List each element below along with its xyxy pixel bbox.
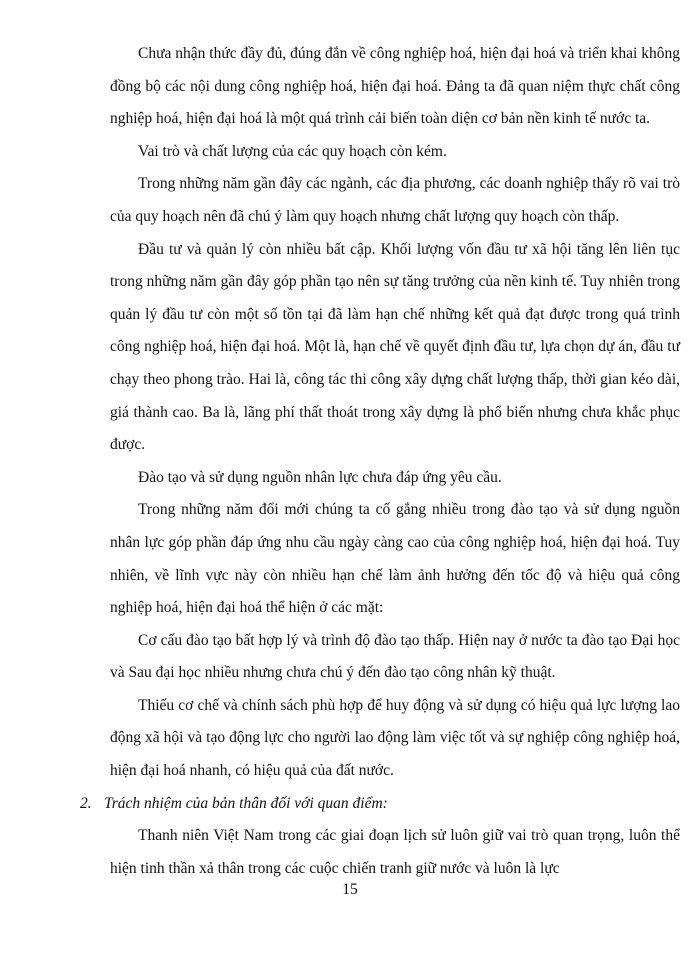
paragraph-4: Đầu tư và quản lý còn nhiều bất cập. Khối lượng vốn đầu tư xã hội tăng lên liên tục trong những năm gần đây góp phần tạo nên sự tăng trưởng của nền kinh tế. Tuy nhiên trong quản lý đầu tư còn một số tồn tại đã làm hạn chế những kết quả đạt được trong quá trình công nghiệp hoá, hiện đại hoá. Một là, hạn chế về quyết định đầu tư, lựa chọn dự án, đầu tư chạy theo phong trào. Hai là, công tác thi công xây dựng chất lượng thấp, thời gian kéo dài, giá thành cao. Ba là, lãng phí thất thoát trong xây dựng là phổ biến nhưng chưa khắc phục được. [110, 240, 680, 454]
section-heading [80, 788, 680, 821]
paragraph-8: Thiếu cơ chế và chính sách phù hợp để huy động và sử dụng có hiệu quả lực lượng lao động xã hội và tạo động lực cho người lao động làm việc tốt và sự nghiệp công nghiệp hoá, hiện đại hoá nhanh, có hiệu quả của đất nước. [110, 696, 680, 780]
paragraph-6: Trong những năm đổi mới chúng ta cố gắng nhiều trong đào tạo và sử dụng nguồn nhân lực góp phần đáp ứng nhu cầu ngày càng cao của công nghiệp hoá, hiện đại hoá. Tuy nhiên, về lĩnh vực này còn nhiều hạn chế làm ảnh hưởng đến tốc độ và hiệu quả công nghiệp hoá, hiện đại hoá thể hiện ở các mặt: [110, 501, 680, 617]
page-body [80, 38, 680, 885]
paragraph-7: Cơ cấu đào tạo bất hợp lý và trình độ đào tạo thấp. Hiện nay ở nước ta đào tạo Đại học và Sau đại học nhiều nhưng chưa chú ý đến đào tạo công nhân kỹ thuật. [110, 631, 680, 682]
section-title: Trách nhiệm của bản thân đối với quan điểm: [104, 794, 388, 812]
paragraph-1: Chưa nhận thức đầy đủ, đúng đắn về công nghiệp hoá, hiện đại hoá và triển khai không đồng bộ các nội dung công nghiệp hoá, hiện đại hoá. Đảng ta đã quan niệm thực chất công nghiệp hoá, hiện đại hoá là một quá trình cải biến toàn diện cơ bản nền kinh tế nước ta. [110, 45, 680, 128]
paragraph-5: Đào tạo và sử dụng nguồn nhân lực chưa đáp ứng yêu cầu. [138, 468, 502, 486]
paragraph-3: Trong những năm gần đây các ngành, các địa phương, các doanh nghiệp thấy rõ vai trò của quy hoạch nên đã chú ý làm quy hoạch nhưng chất lượng quy hoạch còn thấp. [110, 175, 680, 225]
section-number: 2. [80, 794, 92, 812]
paragraph-closing: Thanh niên Việt Nam trong các giai đoạn lịch sử luôn giữ vai trò quan trọng, luôn thể hiện tinh thần xả thân trong các cuộc chiến tranh giữ nước và luôn là lực [110, 827, 680, 877]
paragraph-2: Vai trò và chất lượng của các quy hoạch còn kém. [138, 142, 447, 160]
page-number: 15 [342, 881, 358, 898]
